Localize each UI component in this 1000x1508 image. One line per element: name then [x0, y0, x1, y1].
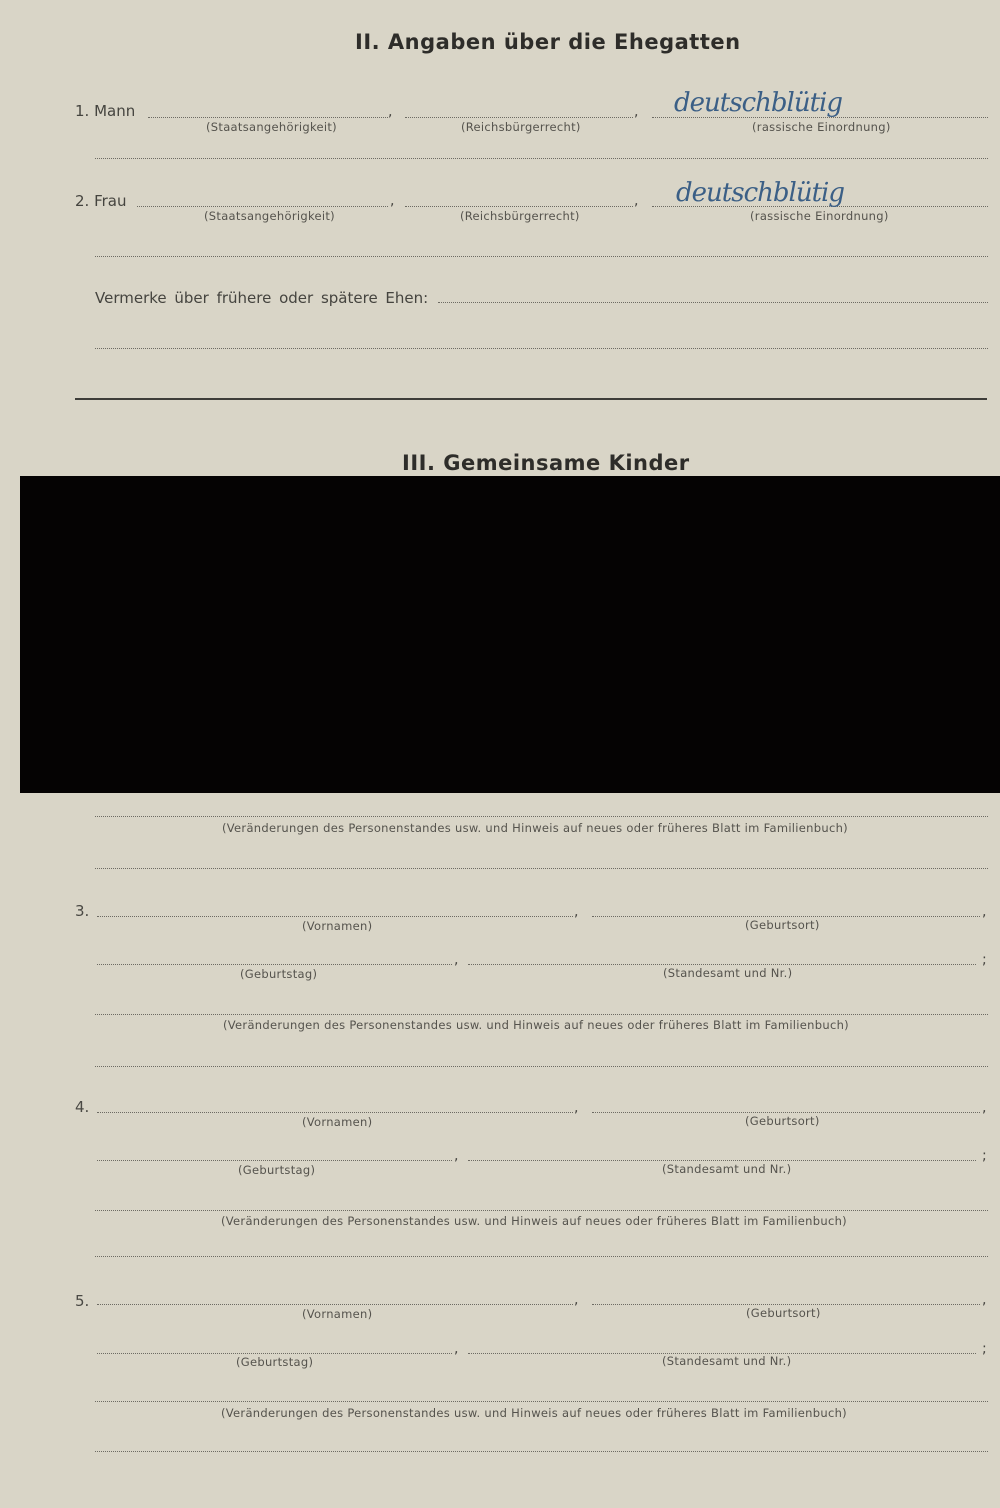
caption-geburtstag: (Geburtstag) — [238, 1163, 316, 1177]
caption-veraenderungen: (Veränderungen des Personenstandes usw. und Hinweis auf neues oder früheres Blatt im Familienbuch) — [223, 1018, 849, 1032]
caption-geburtsort: (Geburtsort) — [745, 1114, 820, 1128]
frau-staatsangehoerigkeit-line — [137, 206, 388, 207]
caption-geburtstag: (Geburtstag) — [240, 967, 318, 981]
child-4-veraenderungen-line — [95, 1210, 988, 1211]
comma: , — [634, 104, 639, 120]
caption-vornamen: (Vornamen) — [302, 1307, 373, 1321]
comma: , — [454, 1341, 459, 1357]
child-3-geburtsort-line — [592, 916, 980, 917]
semicolon: ; — [982, 952, 987, 968]
child-2-veraenderungen-line — [95, 816, 988, 817]
redaction-block — [20, 476, 1000, 793]
caption-geburtsort: (Geburtsort) — [745, 918, 820, 932]
caption-rassische-einordnung: (rassische Einordnung) — [752, 120, 891, 134]
caption-veraenderungen: (Veränderungen des Personenstandes usw. und Hinweis auf neues oder früheres Blatt im Familienbuch) — [221, 1214, 847, 1228]
frau-label: 2. Frau — [75, 192, 127, 210]
comma: , — [982, 904, 987, 920]
section-3-title: III. Gemeinsame Kinder — [402, 451, 690, 475]
comma: , — [390, 193, 395, 209]
child-5-geburtsort-line — [592, 1304, 980, 1305]
comma: , — [454, 1148, 459, 1164]
child-3-extra-line — [95, 1066, 988, 1067]
frau-rasse-handwriting: deutschblütig — [676, 178, 844, 208]
comma: , — [574, 1292, 579, 1308]
mann-label: 1. Mann — [75, 102, 136, 120]
frau-extra-line — [95, 256, 988, 257]
caption-standesamt: (Standesamt und Nr.) — [662, 1354, 792, 1368]
child-4-geburtstag-line — [97, 1160, 452, 1161]
mann-extra-line — [95, 158, 988, 159]
child-5-geburtstag-line — [97, 1353, 452, 1354]
child-5-extra-line — [95, 1451, 988, 1452]
caption-vornamen: (Vornamen) — [302, 1115, 373, 1129]
semicolon: ; — [982, 1148, 987, 1164]
mann-staatsangehoerigkeit-line — [148, 117, 388, 118]
comma: , — [574, 904, 579, 920]
child-4-number: 4. — [75, 1098, 90, 1116]
child-5-vornamen-line — [97, 1304, 573, 1305]
caption-rassische-einordnung: (rassische Einordnung) — [750, 209, 889, 223]
comma: , — [454, 952, 459, 968]
child-4-extra-line — [95, 1256, 988, 1257]
comma: , — [982, 1292, 987, 1308]
caption-standesamt: (Standesamt und Nr.) — [662, 1162, 792, 1176]
comma: , — [574, 1100, 579, 1116]
caption-veraenderungen: (Veränderungen des Personenstandes usw. und Hinweis auf neues oder früheres Blatt im Familienbuch) — [221, 1406, 847, 1420]
comma: , — [388, 104, 393, 120]
caption-vornamen: (Vornamen) — [302, 919, 373, 933]
child-3-number: 3. — [75, 902, 90, 920]
comma: , — [982, 1100, 987, 1116]
mann-rasse-handwriting: deutschblütig — [674, 88, 842, 118]
child-3-veraenderungen-line — [95, 1014, 988, 1015]
vermerke-line-1 — [438, 302, 988, 303]
caption-standesamt: (Standesamt und Nr.) — [663, 966, 793, 980]
caption-veraenderungen: (Veränderungen des Personenstandes usw. und Hinweis auf neues oder früheres Blatt im Familienbuch) — [222, 821, 848, 835]
child-3-geburtstag-line — [97, 964, 452, 965]
mann-reichsbuergerrecht-line — [405, 117, 633, 118]
caption-geburtstag: (Geburtstag) — [236, 1355, 314, 1369]
child-4-vornamen-line — [97, 1112, 573, 1113]
section-2-title: II. Angaben über die Ehegatten — [355, 30, 741, 54]
child-5-veraenderungen-line — [95, 1401, 988, 1402]
section-divider — [75, 398, 987, 400]
child-4-geburtsort-line — [592, 1112, 980, 1113]
caption-reichsbuergerrecht: (Reichsbürgerrecht) — [460, 209, 580, 223]
caption-reichsbuergerrecht: (Reichsbürgerrecht) — [461, 120, 581, 134]
caption-staatsangehoerigkeit: (Staatsangehörigkeit) — [204, 209, 335, 223]
vermerke-line-2 — [95, 348, 988, 349]
child-2-extra-line — [95, 868, 988, 869]
child-5-number: 5. — [75, 1292, 90, 1310]
child-3-standesamt-line — [468, 964, 976, 965]
child-3-vornamen-line — [97, 916, 573, 917]
semicolon: ; — [982, 1341, 987, 1357]
vermerke-label: Vermerke über frühere oder spätere Ehen: — [95, 289, 429, 307]
caption-staatsangehoerigkeit: (Staatsangehörigkeit) — [206, 120, 337, 134]
frau-reichsbuergerrecht-line — [405, 206, 633, 207]
child-4-standesamt-line — [468, 1160, 976, 1161]
comma: , — [634, 193, 639, 209]
caption-geburtsort: (Geburtsort) — [746, 1306, 821, 1320]
